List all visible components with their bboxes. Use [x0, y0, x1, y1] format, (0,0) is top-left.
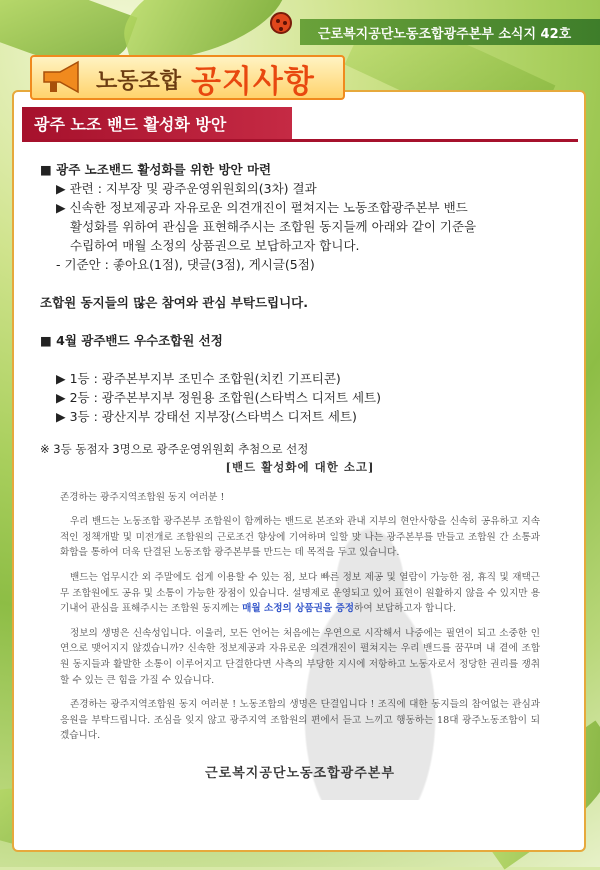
newsletter-issue: 근로복지공단노동조합광주본부 소식지 42호 [318, 26, 572, 42]
appeal-text: 조합원 동지들의 많은 참여와 관심 부탁드립니다. [40, 295, 309, 310]
heading-band-plan: ■ 광주 노조밴드 활성화를 위한 방안 마련 [40, 162, 272, 177]
band-letter [60, 460, 540, 753]
megaphone-icon [40, 60, 88, 94]
section-divider [22, 139, 578, 142]
heading-winners: ■ 4월 광주밴드 우수조합원 선정 [40, 333, 223, 348]
bullet-purpose-cont: 수립하여 매월 소정의 상품권으로 보답하고자 합니다. [70, 238, 360, 253]
section-header [22, 107, 292, 139]
criteria: - 기준안 : 좋아요(1점), 댓글(3점), 게시글(5점) [56, 257, 315, 272]
winner-item: ▶ 2등 : 광주본부지부 정원용 조합원(스타벅스 디저트 세트) [56, 390, 381, 405]
letter-text: 하여 보답하고자 합니다. [354, 603, 456, 615]
winner-item: ▶ 3등 : 광산지부 강태선 지부장(스타벅스 디저트 세트) [56, 409, 357, 424]
letter-paragraph [60, 570, 540, 617]
signature: 근로복지공단노동조합광주본부 [205, 766, 395, 781]
notice-content [40, 160, 570, 459]
title-prefix: 노동조합 [96, 69, 182, 94]
letter-paragraph: 존경하는 광주지역조합원 동지 여러분 ! 노동조합의 생명은 단결입니다 ! 조직에 대한 동지들의 참여없는 관심과 응원을 부탁드립니다. 조심을 잊지 않고 광주지역 조합원의 편에서 듣고 느끼고 행동하는 18대 광주노동조합이 되겠습니다. [60, 699, 540, 742]
letter-title: [밴드 활성화에 대한 소고] [225, 460, 375, 474]
selection-note: ※ 3등 동점자 3명으로 광주운영위원회 추첨으로 선정 [40, 442, 309, 456]
bullet-purpose: ▶ 신속한 정보제공과 자유로운 의견개진이 펼쳐지는 노동조합광주본부 밴드 [56, 200, 468, 215]
section-title: 광주 노조 밴드 활성화 방안 [34, 114, 227, 134]
letter-paragraph: 우리 밴드는 노동조합 광주본부 조합원이 함께하는 밴드로 본조와 관내 지부의 현안사항을 신속히 공유하고 지속적인 정책개발 및 미전개로 조합원의 근로조건 향상에 기여하며 일할 맛 나는 광주본부를 만들고 조합원 간 소통과 화합을 통하여 더욱 단결된 노동조합 광주본부를 만드는 데 목적을 두고 있습니다. [60, 516, 540, 559]
winner-item: ▶ 1등 : 광주본부지부 조민수 조합원(치킨 기프티콘) [56, 371, 341, 386]
letter-text: 밴드는 업무시간 외 주말에도 쉽게 이용할 수 있는 점, 보다 빠른 정보 제공 및 열람이 가능한 점, 휴직 및 재택근무 조합원에도 공유 및 소통이 가능한 장점이 있습니다. 설명제로 운영되고 있어 표현이 원활하지 않을 수 있지만 용기내어 관심을 표해주시는 조합원 동지께는 [60, 571, 540, 615]
newsletter-header [300, 19, 600, 45]
bullet-related: ▶ 관련 : 지부장 및 광주운영위원회의(3차) 결과 [56, 181, 317, 196]
letter-paragraph: 정보의 생명은 신속성입니다. 이울러, 모든 언어는 처음에는 우연으로 시작해서 나중에는 필연이 되고 소중한 인연으로 맺어지지 않겠습니까? 신속한 정보제공과 자유로운 의견개진이 펼쳐지는 우리 밴드를 꿈꾸며 내 곁에 조합원 동지들과 활발한 소통이 이루어지고 단결한다면 사측의 부당한 지시에 저항하고 노동자로서 정당한 권리를 쟁취할 수 있는 큰 힘을 가질 수 있습니다. [60, 627, 540, 686]
page-title: 공지사항 [191, 64, 315, 100]
bullet-purpose-cont: 활성화를 위하여 관심을 표현해주시는 조합원 동지들께 아래와 같이 기준을 [70, 219, 477, 234]
letter-greeting: 존경하는 광주지역조합원 동지 여러분 ! [60, 491, 225, 503]
ladybug-icon [270, 12, 292, 34]
letter-highlight: 매월 소정의 상품권을 증정 [242, 603, 355, 615]
